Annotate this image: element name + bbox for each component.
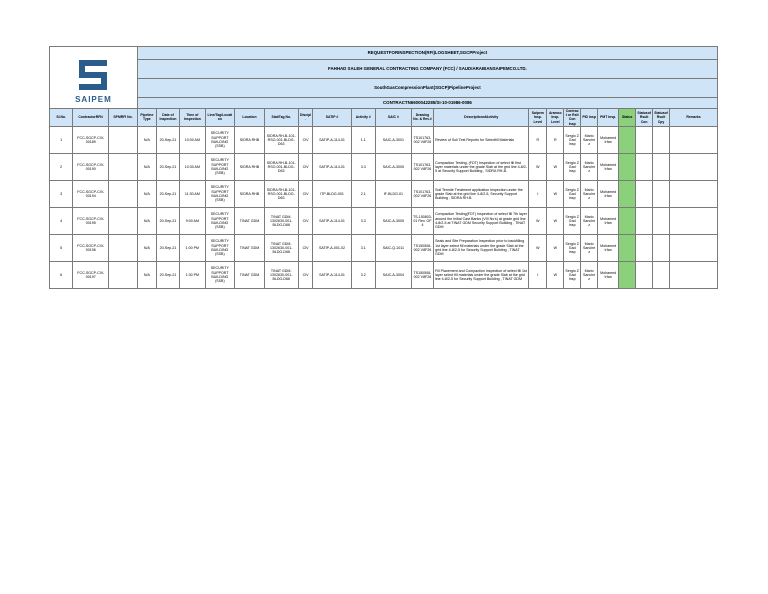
table-cell: 1.1 — [351, 126, 375, 153]
table-cell — [670, 234, 718, 261]
table-cell: SECURITY SUPPORT BUILDING (SSB) — [205, 180, 235, 207]
table-cell: 1:00 PM — [180, 234, 205, 261]
table-cell — [109, 153, 138, 180]
table-cell — [653, 207, 670, 234]
column-header: Drawing No. & Rev.# — [411, 109, 433, 127]
table-cell: FCC-SGCP-CIV-00196 — [73, 234, 109, 261]
table-cell: TS-150803-01 Rev. OF 4 — [411, 207, 433, 234]
table-cell — [653, 234, 670, 261]
column-header: Activity # — [351, 109, 375, 127]
table-cell — [653, 126, 670, 153]
table-cell: R — [529, 126, 547, 153]
column-header: Stat/Tag No. — [264, 109, 298, 127]
table-cell — [670, 261, 718, 288]
table-cell — [670, 153, 718, 180]
table-cell: SAIC-A-3005 — [375, 153, 411, 180]
table-cell: 1:30 PM — [180, 261, 205, 288]
table-cell — [636, 153, 653, 180]
table-cell: W — [547, 261, 564, 288]
table-cell: CIV — [298, 207, 313, 234]
table-cell: N/A — [137, 261, 156, 288]
table-cell: 10:00 AM — [180, 126, 205, 153]
table-cell: SIDRA RHB — [235, 126, 265, 153]
table-cell: TINAT GDM — [235, 207, 265, 234]
table-cell: 4 — [50, 207, 73, 234]
table-cell — [636, 234, 653, 261]
logo-text: SAIPEM — [75, 95, 112, 105]
table-cell — [109, 234, 138, 261]
table-cell: 20-Sep-21 — [156, 207, 179, 234]
table-cell: 20-Sep-21 — [156, 180, 179, 207]
table-cell: N/A — [137, 126, 156, 153]
table-cell — [109, 261, 138, 288]
table-cell: W — [529, 153, 547, 180]
table-cell: Sergio Z Gad Insp — [564, 180, 581, 207]
table-cell: 3 — [50, 180, 73, 207]
table-cell — [636, 207, 653, 234]
table-cell — [636, 180, 653, 207]
table-cell: Mohamed Irfan — [598, 207, 619, 234]
column-header: Sl.No. — [50, 109, 73, 127]
table-cell — [653, 180, 670, 207]
table-cell: Mario Sanchez — [581, 180, 598, 207]
table-cell: SECURITY SUPPORT BUILDING (SSB) — [205, 261, 235, 288]
table-cell: 6 — [50, 261, 73, 288]
table-cell: 20-Sep-21 — [156, 261, 179, 288]
table-cell: SAIC-A-3005 — [375, 207, 411, 234]
table-cell: Fill Placement and Compaction Inspection of select fill 1st layer select fill materials under the grade Slab at the grid line 4-8/2-5 for Security Support Building , TINAT GDM — [434, 261, 529, 288]
table-cell: SATIP-A-114-01 — [313, 126, 351, 153]
table-row — [50, 153, 718, 180]
column-header: DescriptionofActivity — [434, 109, 529, 127]
table-cell: R — [547, 126, 564, 153]
table-cell: Mohamed Irfan — [598, 234, 619, 261]
table-cell: 20-Sep-21 — [156, 234, 179, 261]
table-row — [50, 180, 718, 207]
table-cell: Sergio Z Gad Insp — [564, 207, 581, 234]
table-cell: 11:30 AM — [180, 180, 205, 207]
table-cell — [670, 207, 718, 234]
table-cell: Mohamed Irfan — [598, 261, 619, 288]
table-cell: TINAT GDM-1302630-001-BLDG-D66 — [264, 261, 298, 288]
table-cell: TS101763-002 V8F26 — [411, 180, 433, 207]
table-cell: Seals and Site Preparation Inspection prior to backfilling 1st layer select fill materials under the grade Slab at the grid line 4-8/2-5 for Security Support Building , TINAT GDM — [434, 234, 529, 261]
table-cell: FCC-SGCP-CIV-00197 — [73, 261, 109, 288]
table-cell — [653, 153, 670, 180]
table-cell: TINAT GDM — [235, 234, 265, 261]
column-header: Location — [235, 109, 265, 127]
column-header: Line/Tag/Location — [205, 109, 235, 127]
column-header: Date of Inspection — [156, 109, 179, 127]
company-logo-cell — [50, 47, 138, 109]
company-name: FAHHAD SALEH GENERAL CONTRACTING COMPANY (FCC) / SAUDIARABIANSAIPEMCO.LTD. — [137, 60, 717, 79]
table-cell: Mohamed Irfan — [598, 126, 619, 153]
table-cell: SIDRA RH-B-101-RSO-001-BLDG-D63 — [264, 153, 298, 180]
table-cell — [653, 261, 670, 288]
table-cell: W — [529, 234, 547, 261]
table-cell: TINAT GDM — [235, 261, 265, 288]
table-cell: SIDRA RHB — [235, 153, 265, 180]
table-cell: SATIP-A-114-01 — [313, 261, 351, 288]
table-cell: 3.2 — [351, 261, 375, 288]
contract-number: CONTRACTN6600042285/SI-10-01986-0086 — [137, 98, 717, 109]
column-header: Discipl. — [298, 109, 313, 127]
column-header: Statusof Rsult Cpy — [653, 109, 670, 127]
table-cell: W — [547, 234, 564, 261]
column-header: Statusof Rsult Con — [636, 109, 653, 127]
table-cell: Sergio Z Gad Insp — [564, 126, 581, 153]
table-cell: N/A — [137, 234, 156, 261]
table-cell: SAIC-A-3004 — [375, 261, 411, 288]
sheet-title: REQUESTFORINSPECTION(RFI)LOGSHEET,SGCPProject — [137, 47, 717, 60]
table-cell: SECURITY SUPPORT BUILDING (SSB) — [205, 207, 235, 234]
table-cell — [636, 126, 653, 153]
table-cell: 9:00 AM — [180, 207, 205, 234]
column-header: Remarks — [670, 109, 718, 127]
table-cell — [619, 207, 636, 234]
table-cell: CIV — [298, 234, 313, 261]
table-cell: SECURITY SUPPORT BUILDING (SSB) — [205, 153, 235, 180]
table-cell — [109, 126, 138, 153]
table-cell: SIDRA RH-B-101-RSO-001-BLDG-D63 — [264, 180, 298, 207]
table-cell — [619, 261, 636, 288]
table-cell: N/A — [137, 207, 156, 234]
table-cell: TINAT GDM-1302630-001-BLDG-D66 — [264, 234, 298, 261]
column-header: PMT Insp. — [598, 109, 619, 127]
table-cell: FCC-SGCP-CIV-00190 — [73, 153, 109, 180]
table-cell: Mario Sanchez — [581, 261, 598, 288]
column-header: Pipeline Type — [137, 109, 156, 127]
table-cell: N/A — [137, 153, 156, 180]
column-header: PID Insp — [581, 109, 598, 127]
table-cell: Mario Sanchez — [581, 207, 598, 234]
table-cell: I — [529, 180, 547, 207]
table-cell: 2 — [50, 153, 73, 180]
table-cell — [619, 180, 636, 207]
table-cell: W — [547, 153, 564, 180]
table-cell: SECURITY SUPPORT BUILDING (SSB) — [205, 126, 235, 153]
table-cell: Soil Termite Treatment application Inspection under the grade Slab at the grid line 4-8/2-5, Security Support Building , SIDRA RH-B. — [434, 180, 529, 207]
table-cell: SIDRA RHB — [235, 180, 265, 207]
table-cell: Mohamed Irfan — [598, 180, 619, 207]
column-header: Time of Inspection — [180, 109, 205, 127]
rfi-rows — [50, 126, 718, 288]
table-cell: Mario Sanchez — [581, 126, 598, 153]
table-cell: Sergio Z Gad Insp — [564, 153, 581, 180]
table-cell: Sergio Z Gad Insp — [564, 261, 581, 288]
table-cell: CIV — [298, 126, 313, 153]
table-cell — [619, 234, 636, 261]
table-cell: 3.3 — [351, 207, 375, 234]
table-cell: FCC-SGCP-CIV-00189 — [73, 126, 109, 153]
table-row — [50, 207, 718, 234]
column-header: SATIP # — [313, 109, 351, 127]
table-cell: Compaction Testing(FDT) Inspection of select fill 7th layer around the Initial Cast Banks (VIII No's) at grade grid line 4-8/2-5 at TINAT GDM Security Support Building , TINAT GDM — [434, 207, 529, 234]
table-cell: 3.3 — [351, 153, 375, 180]
table-cell: SAIC-A-3001 — [375, 126, 411, 153]
table-cell: W — [529, 207, 547, 234]
table-cell: W — [547, 207, 564, 234]
table-cell: N/A — [137, 180, 156, 207]
table-cell — [619, 126, 636, 153]
rfi-log-sheet — [49, 46, 718, 289]
table-cell: FCC-SGCP-CIV-00195 — [73, 207, 109, 234]
table-cell: Compaction Testing, (FDT) Inspection of select fill first layer materials under the grade Slab at the grid line 4-8/2-5 at Security Support Building , SIDRA RH-B. — [434, 153, 529, 180]
table-cell: CIV — [298, 153, 313, 180]
table-cell: TS150508-002 V8F26 — [411, 234, 433, 261]
table-cell: CIV — [298, 261, 313, 288]
table-cell: ITP-BLDG-001 — [313, 180, 351, 207]
table-cell — [670, 126, 718, 153]
table-cell: Mohamed Irfan — [598, 153, 619, 180]
column-header: SPMRFI No. — [109, 109, 138, 127]
table-cell: 20-Sep-21 — [156, 153, 179, 180]
table-cell: SAIC-Q-1011 — [375, 234, 411, 261]
table-cell — [670, 180, 718, 207]
column-header-row — [50, 109, 718, 127]
table-cell: W — [547, 180, 564, 207]
table-cell: Mario Sanchez — [581, 234, 598, 261]
table-cell: FCC-SGCP-CIV-00194 — [73, 180, 109, 207]
table-cell: TS101763-002 V8F26 — [411, 153, 433, 180]
table-cell: SATIP-A-114-01 — [313, 153, 351, 180]
table-cell: TS150508-002 V8F26 — [411, 261, 433, 288]
table-cell: Review of Soil Test Reports for Selectfill Materials — [434, 126, 529, 153]
table-cell — [636, 261, 653, 288]
table-cell — [109, 180, 138, 207]
column-header: Aramco Insp. Level — [547, 109, 564, 127]
table-cell: SIDRA RH-B-101-RSO-001-BLDG-D63 — [264, 126, 298, 153]
column-header: Status — [619, 109, 636, 127]
table-cell: I — [529, 261, 547, 288]
column-header: SAIC # — [375, 109, 411, 127]
table-cell: SATIP-A-001-02 — [313, 234, 351, 261]
table-cell: SATIP-A-114-01 — [313, 207, 351, 234]
column-header: Contract or Rslt Con Insp — [564, 109, 581, 127]
table-cell: Mario Sanchez — [581, 153, 598, 180]
column-header: Saipem Insp. Level — [529, 109, 547, 127]
table-row — [50, 261, 718, 288]
table-cell: 5 — [50, 234, 73, 261]
column-header: ContractorRFI# — [73, 109, 109, 127]
table-cell: IF-BLDG-01 — [375, 180, 411, 207]
table-cell: SECURITY SUPPORT BUILDING (SSB) — [205, 234, 235, 261]
project-name: SouthGasCompressionPlant(SGCP)PipelineProject — [137, 79, 717, 98]
table-cell: TINAT GDM-1302630-001-BLDG-D66 — [264, 207, 298, 234]
table-cell: TS101763-002 V8F26 — [411, 126, 433, 153]
table-cell: 20-Sep-21 — [156, 126, 179, 153]
table-cell: 3.1 — [351, 234, 375, 261]
table-cell — [109, 207, 138, 234]
table-cell: Sergio Z Gad Insp — [564, 234, 581, 261]
table-cell: 1 — [50, 126, 73, 153]
table-cell: 2.1 — [351, 180, 375, 207]
saipem-logo-icon — [73, 56, 113, 96]
table-cell — [619, 153, 636, 180]
table-cell: 10:30 AM — [180, 153, 205, 180]
table-row — [50, 126, 718, 153]
table-cell: CIV — [298, 180, 313, 207]
table-row — [50, 234, 718, 261]
